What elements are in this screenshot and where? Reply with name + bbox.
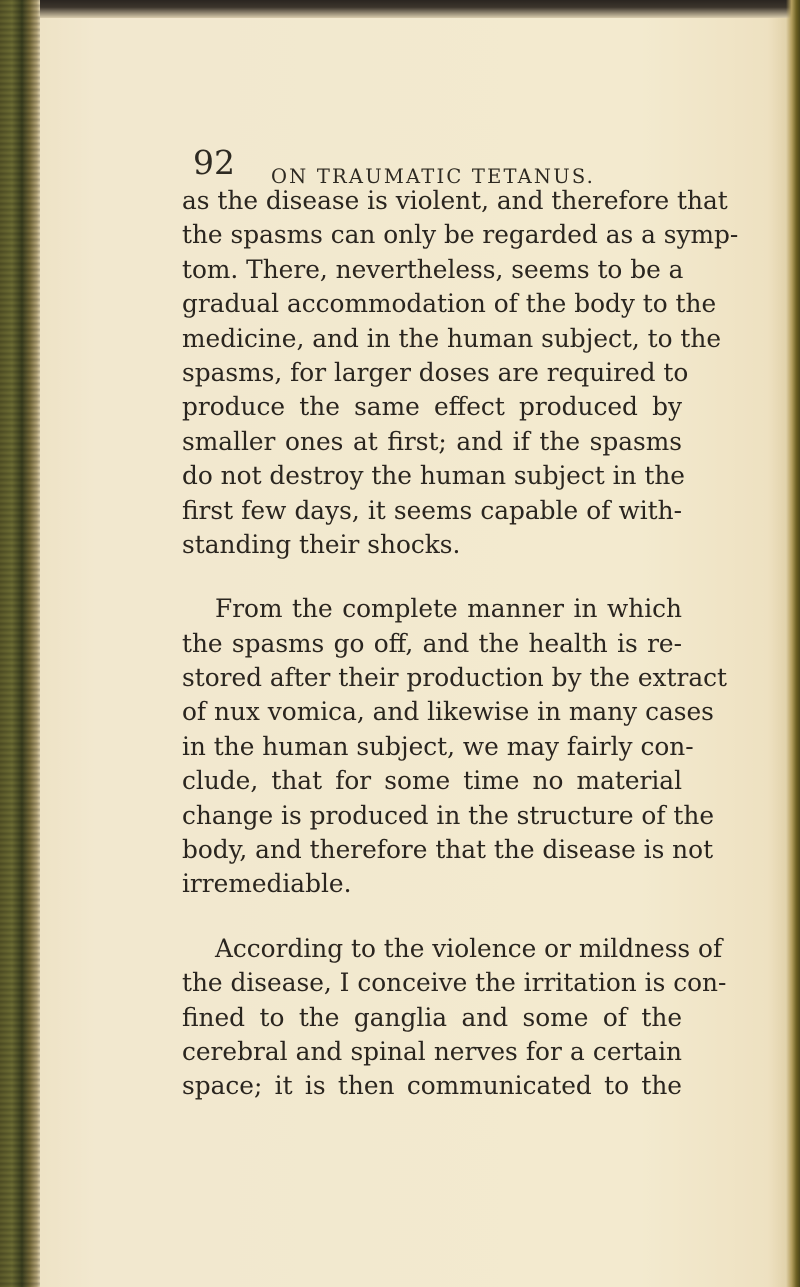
text-line: cerebral and spinal nerves for a certain (182, 1036, 682, 1066)
text-line: do not destroy the human subject in the (182, 461, 685, 491)
text-line: in the human subject, we may fairly con- (182, 731, 694, 761)
text-line: as the disease is violent, and therefore that (182, 186, 728, 215)
text-line: tom. There, nevertheless, seems to be a (182, 254, 684, 284)
text-line: medicine, and in the human subject, to the (182, 323, 722, 353)
page-top-shadow (0, 0, 800, 18)
text-line: change is produced in the structure of the (182, 800, 715, 830)
text-line: stored after their production by the extract (182, 663, 727, 693)
text-line: fined to the ganglia and some of the (182, 1002, 682, 1032)
text-line: produce the same effect produced by (182, 392, 682, 422)
text-line: smaller ones at first; and if the spasms (182, 426, 682, 456)
text-line: irremediable. (182, 869, 352, 899)
text-line: the spasms can only be regarded as a symp- (182, 220, 739, 250)
text-line: body, and therefore that the disease is not (182, 835, 714, 865)
text-line: first few days, it seems capable of with- (182, 495, 682, 525)
paragraph-1 (0, 184, 800, 562)
text-line: space; it is then communicated to the (182, 1071, 682, 1101)
running-title: ON TRAUMATIC TETANUS. (271, 165, 596, 188)
text-line: spasms, for larger doses are required to (182, 357, 689, 387)
text-line: From the complete manner in which (215, 594, 682, 624)
text-line: clude, that for some time no material (182, 766, 682, 796)
body-text (0, 184, 800, 1134)
text-line: gradual accommodation of the body to the (182, 289, 717, 319)
paragraph-3 (0, 932, 800, 1104)
text-line: the spasms go off, and the health is re- (182, 628, 682, 658)
paragraph-2 (0, 592, 800, 902)
text-line: the disease, I conceive the irritation is con- (182, 968, 727, 998)
text-line: of nux vomica, and likewise in many cases (182, 697, 714, 727)
text-line: standing their shocks. (182, 529, 461, 559)
page-number: 92 (193, 143, 235, 182)
text-line: According to the violence or mildness of (215, 933, 723, 963)
